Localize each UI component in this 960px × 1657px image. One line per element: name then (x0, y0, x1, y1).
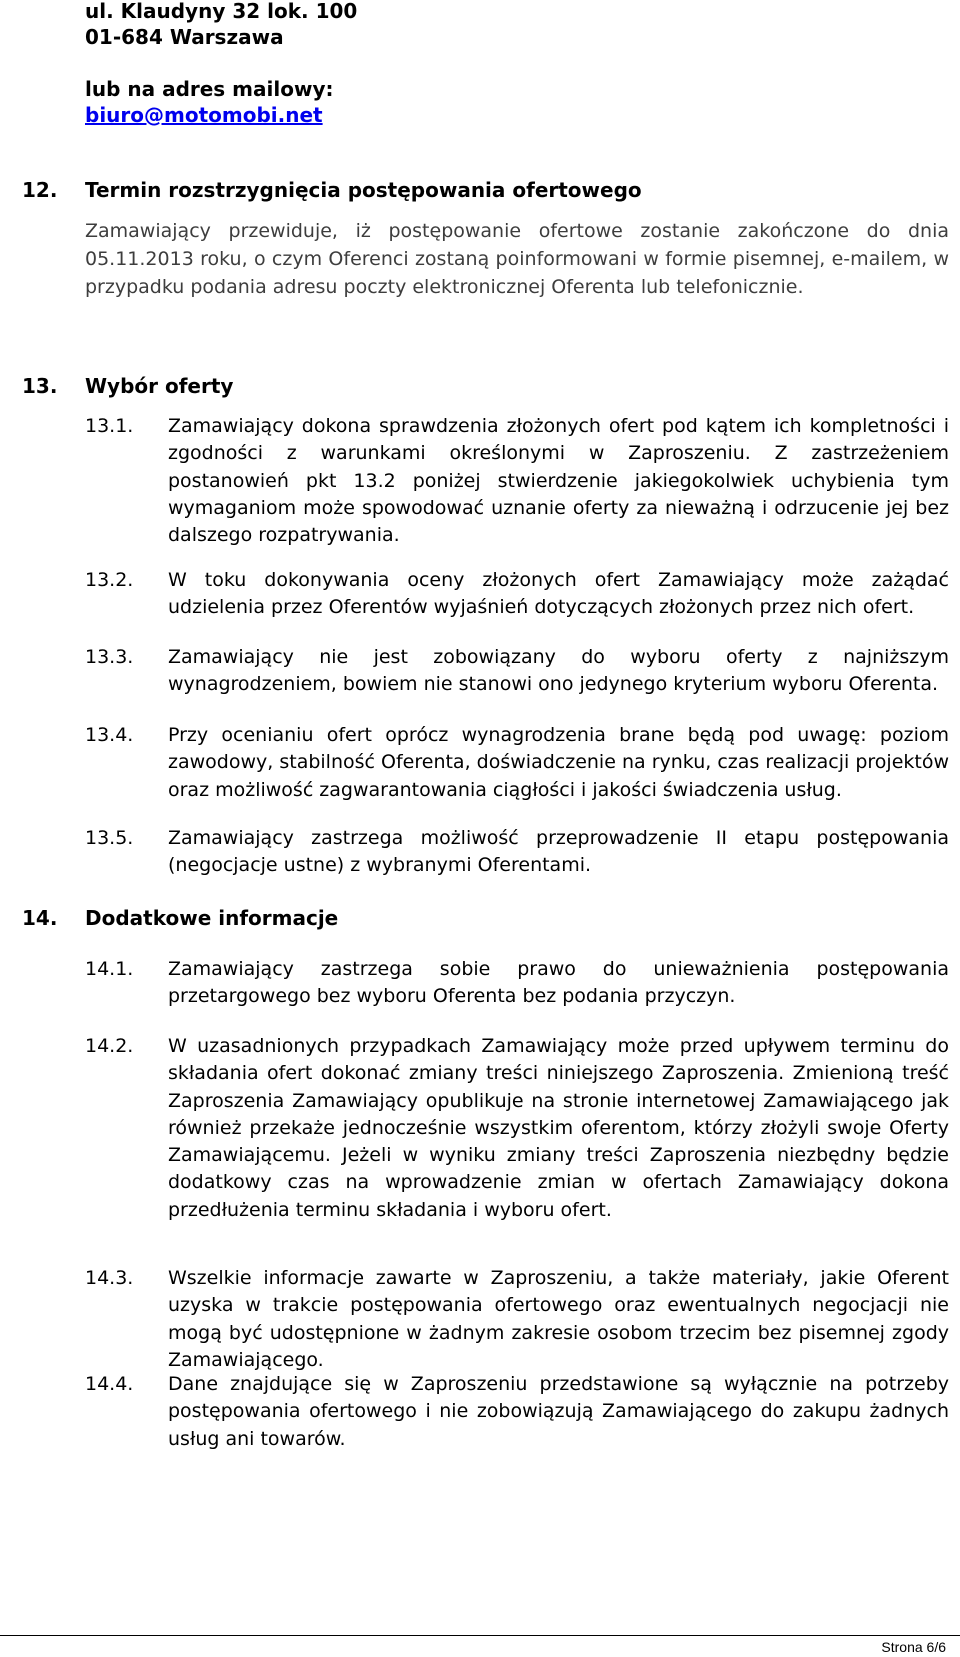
item-number: 14.3. (85, 1267, 134, 1289)
item-text: Zamawiający zastrzega możliwość przeprowadzenie II etapu postępowania (negocjacje ustne) z wybranymi Oferentami. (168, 827, 949, 877)
list-item (85, 722, 949, 804)
list-item (85, 1033, 949, 1224)
item-text: Wszelkie informacje zawarte w Zaproszeniu, a także materiały, jakie Oferent uzyska w trakcie postępowania ofertowego oraz ewentualnych negocjacji nie mogą być udostępnione w żadnym zakresie osobom trzecim bez pisemnej zgody Zamawiającego. (168, 1267, 949, 1371)
email-link[interactable]: biuro@motomobi.net (85, 103, 323, 127)
item-text: W toku dokonywania oceny złożonych ofert Zamawiający może zażądać udzielenia przez Oferentów wyjaśnień dotyczących złożonych przez nich ofert. (168, 569, 949, 619)
list-item (85, 956, 949, 1011)
item-text: Przy ocenianiu ofert oprócz wynagrodzenia brane będą pod uwagę: poziom zawodowy, stabilność Oferenta, doświadczenie na rynku, czas realizacji projektów oraz możliwość zagwarantowania ciągłości i jakości świadczenia usług. (168, 724, 949, 801)
item-text: W uzasadnionych przypadkach Zamawiający może przed upływem terminu do składania ofert dokonać zmiany treści niniejszego Zaproszenia. Zmienioną treść Zaproszenia Zamawiający opublikuje na stronie internetowej Zamawiającego jak również przekaże jednocześnie wszystkim oferentom, którzy złożyli swoje Oferty Zamawiającemu. Jeżeli w wyniku zmiany treści Zaproszenia niezbędny będzie dodatkowy czas na wprowadzenie zmian w ofertach Zamawiający dokona przedłużenia terminu składania i wyboru ofert. (168, 1035, 949, 1221)
section-12-title: Termin rozstrzygnięcia postępowania ofertowego (85, 178, 642, 202)
list-item (85, 1371, 949, 1453)
item-number: 13.4. (85, 724, 134, 746)
item-text: Zamawiający zastrzega sobie prawo do unieważnienia postępowania przetargowego bez wyboru Oferenta bez podania przyczyn. (168, 958, 949, 1008)
email-intro: lub na adres mailowy: (85, 77, 334, 101)
item-number: 14.2. (85, 1035, 134, 1057)
item-number: 13.3. (85, 646, 134, 668)
section-14-title: Dodatkowe informacje (85, 906, 339, 930)
list-item (85, 644, 949, 699)
item-text: Zamawiający nie jest zobowiązany do wyboru oferty z najniższym wynagrodzeniem, bowiem nie stanowi ono jedynego kryterium wyboru Oferenta. (168, 646, 949, 696)
list-item (85, 1265, 949, 1374)
section-13-number: 13. (22, 374, 58, 398)
list-item (85, 413, 949, 549)
item-number: 14.4. (85, 1373, 134, 1395)
section-12-number: 12. (22, 178, 58, 202)
list-item (85, 825, 949, 880)
item-number: 14.1. (85, 958, 134, 980)
section-14-number: 14. (22, 906, 58, 930)
item-text: Zamawiający dokona sprawdzenia złożonych ofert pod kątem ich kompletności i zgodności z warunkami określonymi w Zaproszeniu. Z zastrzeżeniem postanowień pkt 13.2 poniżej stwierdzenie jakiegokolwiek uchybienia tym wymaganiom może spowodować uznanie oferty za nieważną i odrzucenie jej bez dalszego rozpatrywania. (168, 415, 949, 547)
item-number: 13.2. (85, 569, 134, 591)
section-12-paragraph: Zamawiający przewiduje, iż postępowanie ofertowe zostanie zakończone do dnia 05.11.2013 roku, o czym Oferenci zostaną poinformowani w formie pisemnej, e-mailem, w przypadku podania adresu poczty elektronicznej Oferenta lub telefonicznie. (85, 220, 949, 298)
footer-divider (0, 1635, 960, 1636)
address-street: ul. Klaudyny 32 lok. 100 (85, 0, 358, 23)
section-13-title: Wybór oferty (85, 374, 234, 398)
item-number: 13.5. (85, 827, 134, 849)
item-number: 13.1. (85, 415, 134, 437)
item-text: Dane znajdujące się w Zaproszeniu przedstawione są wyłącznie na potrzeby postępowania ofertowego i nie zobowiązują Zamawiającego do zakupu żadnych usług ani towarów. (168, 1373, 949, 1450)
page-number: Strona 6/6 (881, 1639, 946, 1655)
address-city: 01-684 Warszawa (85, 25, 284, 49)
list-item (85, 567, 949, 622)
